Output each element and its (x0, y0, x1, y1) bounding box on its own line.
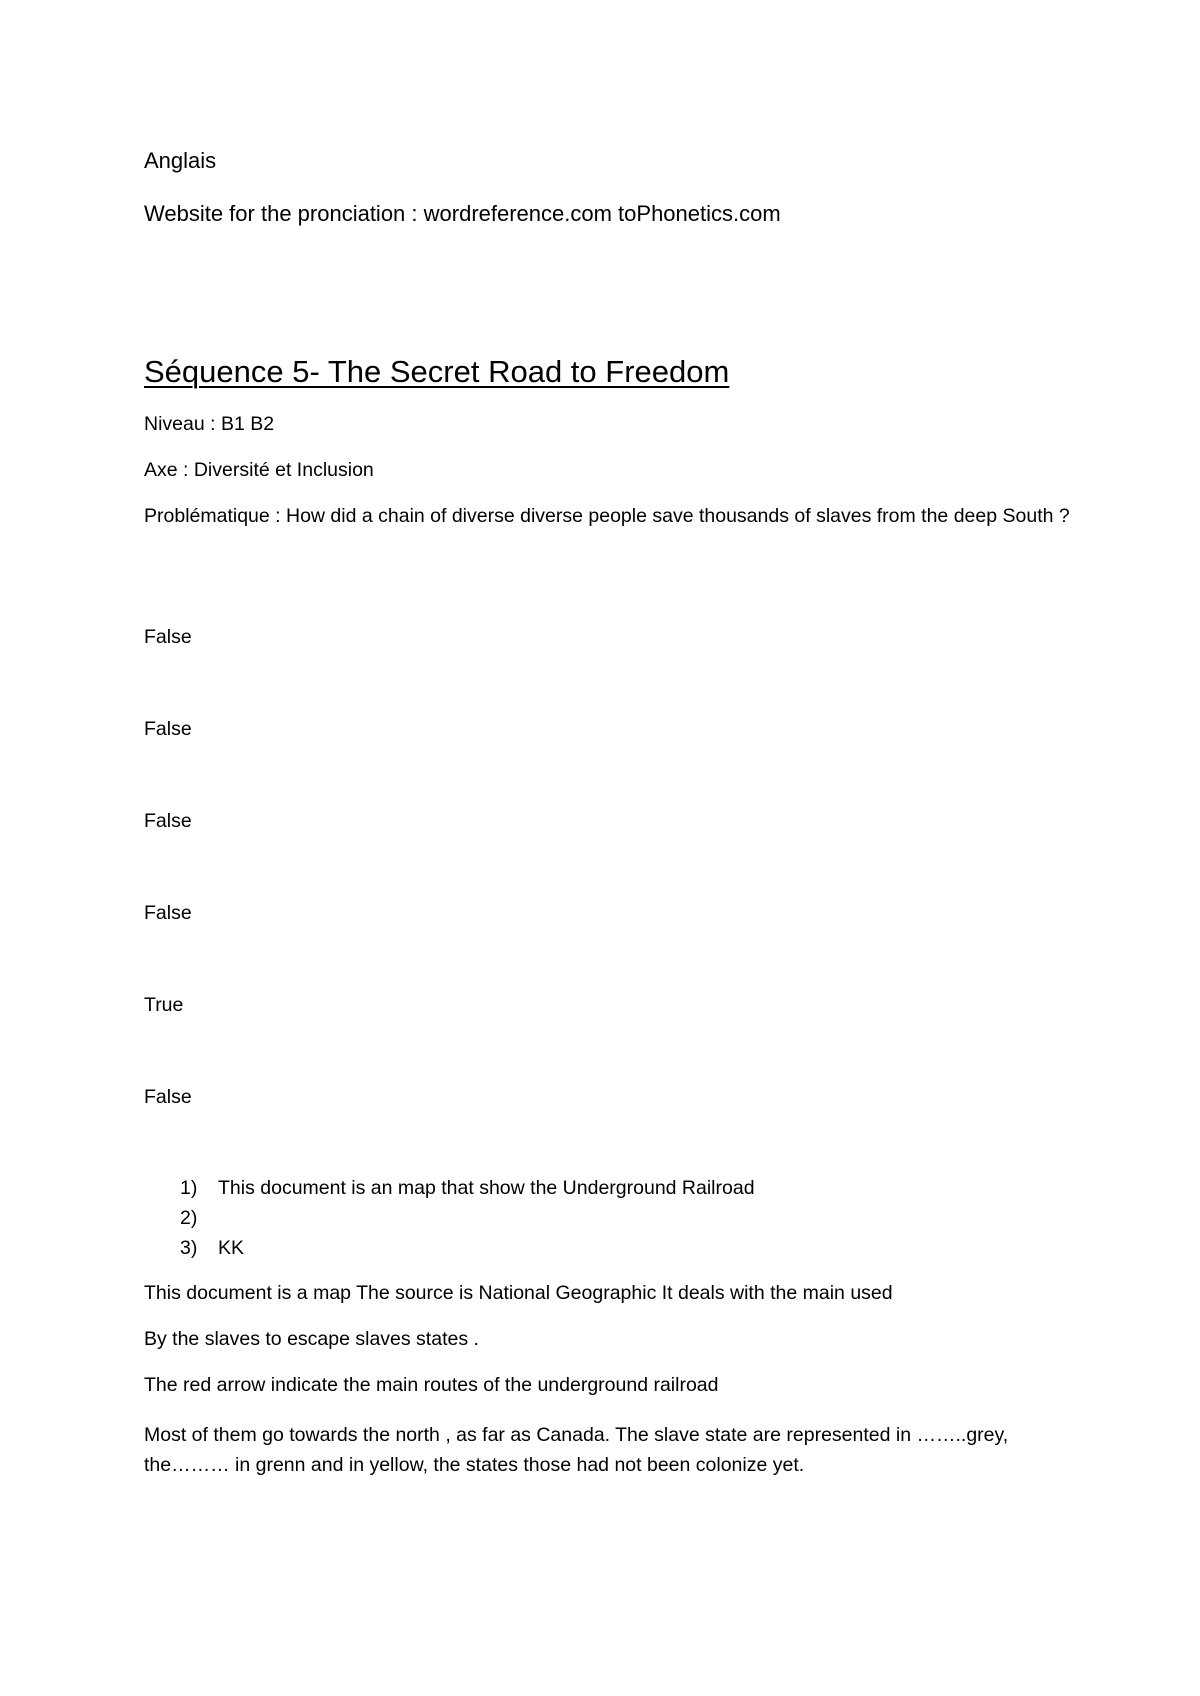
niveau-line: Niveau : B1 B2 (144, 413, 275, 435)
body-paragraph: This document is a map The source is National Geographic It deals with the main used (144, 1282, 893, 1304)
numbered-list (180, 1173, 755, 1263)
answer-item: False (144, 626, 192, 648)
answer-item: False (144, 1086, 192, 1108)
list-number: 1) (180, 1177, 198, 1199)
sequence-title: Séquence 5- The Secret Road to Freedom (144, 354, 730, 389)
answer-item: False (144, 718, 192, 740)
list-item (180, 1173, 755, 1203)
body-paragraph: By the slaves to escape slaves states . (144, 1328, 479, 1350)
answer-item: False (144, 810, 192, 832)
answer-item: False (144, 902, 192, 924)
subject-heading: Anglais (144, 148, 217, 173)
axe-line: Axe : Diversité et Inclusion (144, 459, 374, 481)
body-paragraph: Most of them go towards the north , as far as Canada. The slave state are represented in ……..grey, the……… in grenn and in yellow, the states those had not been colonize yet. (144, 1424, 1009, 1476)
pronunciation-websites-line: Website for the pronciation : wordreference.com toPhonetics.com (144, 201, 781, 226)
list-item (180, 1203, 755, 1233)
list-text: This document is an map that show the Underground Railroad (218, 1177, 755, 1199)
problematique-paragraph: Problématique : How did a chain of diverse diverse people save thousands of slaves from the deep South ? (144, 505, 1070, 527)
answer-item: True (144, 994, 184, 1016)
list-number: 2) (180, 1207, 198, 1229)
list-text: KK (218, 1237, 245, 1259)
body-paragraph: The red arrow indicate the main routes of the underground railroad (144, 1374, 719, 1396)
list-item (180, 1233, 755, 1263)
list-number: 3) (180, 1237, 198, 1259)
